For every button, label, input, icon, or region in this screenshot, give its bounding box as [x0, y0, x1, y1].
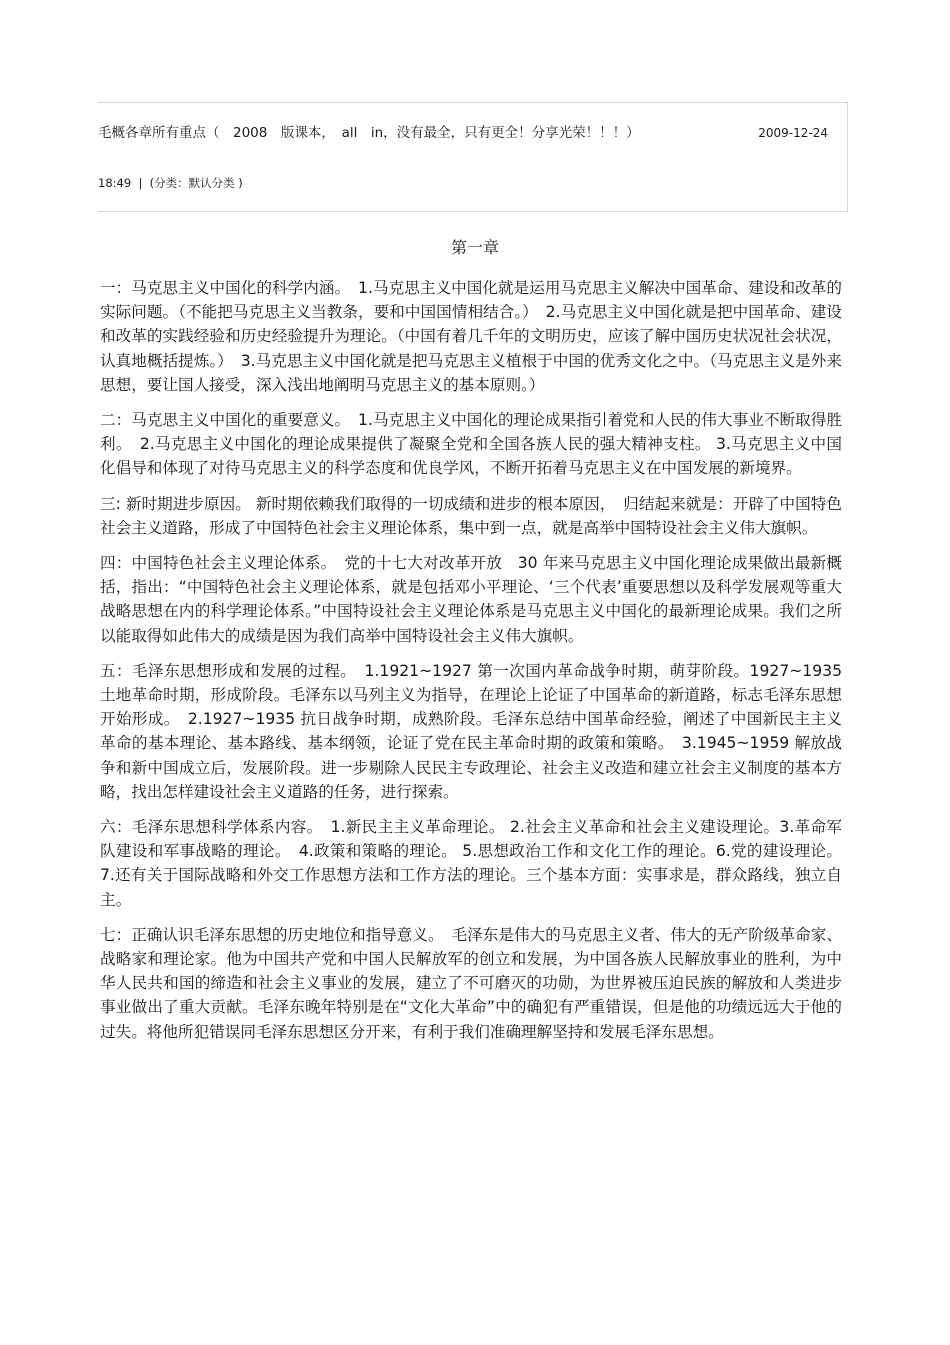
- paragraph-1: 一：马克思主义中国化的科学内涵。 1.马克思主义中国化就是运用马克思主义解决中国革命、建设和改革的实际问题。（不能把马克思主义当教条，要和中国国情相结合。） 2.马克思主义中国化就是把中国革命、建设和改革的实践经验和历史经验提升为理论。（中国有着几千年的文明历史，应该了解中国历史状况社会状况，认真地概括提炼。） 3.马克思主义中国化就是把马克思主义植根于中国的优秀文化之中。（马克思主义是外来思想，要让国人接受，深入浅出地阐明马克思主义的基本原则。）: [100, 279, 842, 394]
- post-header: [98, 102, 848, 212]
- post-date: 2009-12-24: [758, 126, 828, 140]
- paragraph-3: 三: 新时期进步原因。 新时期依赖我们取得的一切成绩和进步的根本原因， 归结起来就是：开辟了中国特色社会主义道路，形成了中国特色社会主义理论体系，集中到一点，就是高举中国特设社会主义伟大旗帜。: [100, 494, 842, 537]
- post-title-line: [98, 123, 838, 143]
- paragraph-4: 四：中国特色社会主义理论体系。 党的十七大对改革开放 30 年来马克思主义中国化理论成果做出最新概括，指出：“中国特色社会主义理论体系，就是包括邓小平理论、‘三个代表’重要思想以及科学发展观等重大战略思想在内的科学理论体系。”中国特设社会主义理论体系是马克思主义中国化的最新理论成果。我们之所以能取得如此伟大的成绩是因为我们高举中国特设社会主义伟大旗帜。: [100, 554, 842, 645]
- chapter-title: 第一章: [450, 238, 499, 257]
- article-body: [100, 276, 842, 1055]
- paragraph-6: 六：毛泽东思想科学体系内容。 1.新民主主义革命理论。 2.社会主义革命和社会主义建设理论。3.革命军队建设和军事战略的理论。 4.政策和策略的理论。 5.思想政治工作和文化工作的理论。6.党的建设理论。 7.还有关于国际战略和外交工作思想方法和工作方法的理论。三个基本方面：实事求是，群众路线，独立自主。: [100, 818, 842, 909]
- post-meta: [98, 173, 243, 193]
- paragraph-7: 七：正确认识毛泽东思想的历史地位和指导意义。 毛泽东是伟大的马克思主义者、伟大的无产阶级革命家、战略家和理论家。他为中国共产党和中国人民解放军的创立和发展，为中国各族人民解放事业的胜利，为中华人民共和国的缔造和社会主义事业的发展，建立了不可磨灭的功勋，为世界被压迫民族的解放和人类进步事业做出了重大贡献。毛泽东晚年特别是在“文化大革命”中的确犯有严重错误，但是他的功绩远远大于他的过失。将他所犯错误同毛泽东思想区分开来，有利于我们准确理解坚持和发展毛泽东思想。: [100, 925, 842, 1041]
- post-title: 毛概各章所有重点（ 2008 版课本， all in，没有最全，只有更全！分享光荣！！！）: [98, 125, 640, 141]
- paragraph-5: 五：毛泽东思想形成和发展的过程。 1.1921~1927 第一次国内革命战争时期，萌芽阶段。1927~1935 土地革命时期，形成阶段。毛泽东以马列主义为指导，在理论上论证了中国革命的新道路，标志毛泽东思想开始形成。 2.1927~1935 抗日战争时期，成熟阶段。毛泽东总结中国革命经验，阐述了中国新民主主义革命的基本理论、基本路线、基本纲领，论证了党在民主革命时期的政策和策略。 3.1945~1959 解放战争和新中国成立后，发展阶段。进一步剔除人民民主专政理论、社会主义改造和建立社会主义制度的基本方略，找出怎样建设社会主义道路的任务，进行探索。: [100, 661, 842, 801]
- post-time: 18:49: [98, 176, 132, 190]
- paragraph-2: 二：马克思主义中国化的重要意义。 1.马克思主义中国化的理论成果指引着党和人民的伟大事业不断取得胜利。 2.马克思主义中国化的理论成果提供了凝聚全党和全国各族人民的强大精神支柱。 3.马克思主义中国化倡导和体现了对待马克思主义的科学态度和优良学风，不断开拓着马克思主义在中国发展的新境界。: [100, 411, 842, 478]
- post-category[interactable]: (分类：默认分类 ): [149, 176, 243, 190]
- meta-separator: |: [138, 176, 143, 190]
